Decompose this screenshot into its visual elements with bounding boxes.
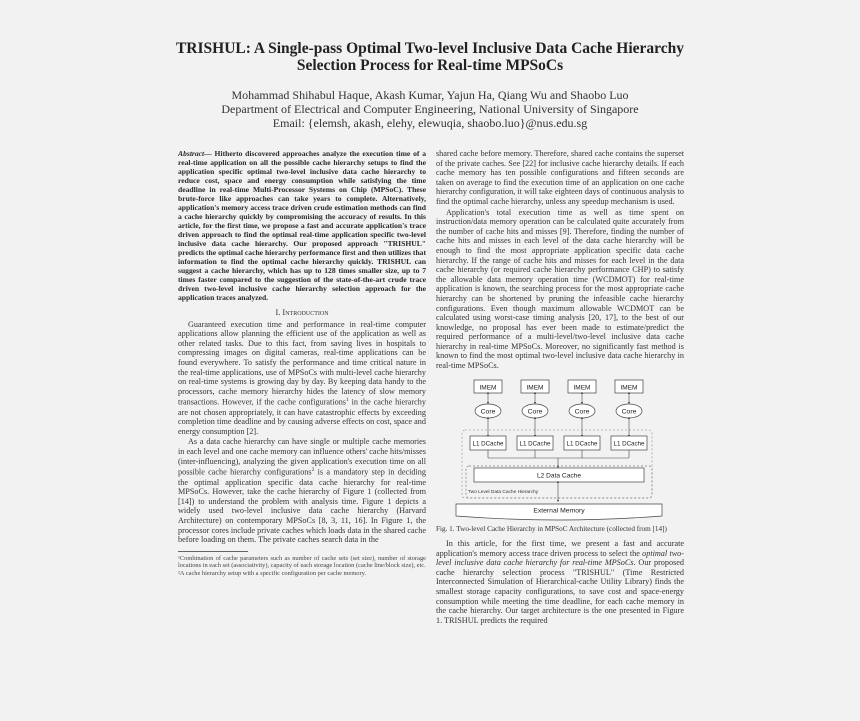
abstract-body: Hitherto discovered approaches analyze the execution time of a real-time application on all the possible cache hierarchy setups to find the application specific optimal two-level inclusive data cache hierarchy to reduce cost, space and energy consumption while satisfying the time deadline in real-time Multi-Processor Systems on Chip (MPSoC). These brute-force like approaches can take years to complete. Alternatively, application's memory access trace driven crude estimation methods can find a cache hierarchy quickly by compromising the accuracy of results. In this article, for the first time, we propose a fast and accurate application's trace driven approach to find the optimal real-time application specific two-level inclusive data cache hierarchy. Our proposed approach "TRISHUL" predicts the optimal cache hierarchy performance first and then utilizes that information to find the optimal cache hierarchy quickly. TRISHUL can suggest a cache hierarchy, which has up to 128 times smaller size, up to 7 times faster compared to the suggestion of the state-of-the-art crude trace driven two-level inclusive cache hierarchy selection approach for the application traces analyzed.	[178, 149, 426, 302]
external-memory	[456, 504, 662, 520]
affiliation: Department of Electrical and Computer Engineering, National University of Singapore	[221, 102, 639, 116]
intro-paragraph-1	[178, 320, 426, 437]
imem-label-3: IMEM	[573, 384, 591, 392]
core-row	[475, 404, 642, 418]
footnote-ref-1: 1	[345, 397, 349, 404]
imem-row	[474, 380, 643, 393]
l1-cache-4	[611, 436, 647, 450]
title-line-2: Selection Process for Real-time MPSoCs	[296, 57, 564, 74]
l1-label-1: L1 DCache	[472, 440, 504, 448]
right-paragraph-1: shared cache before memory. Therefore, shared cache contains the superset of the private caches. See [22] for inclusive cache hierarchy details. If each cache memory has ten possible configurations and fifteen seconds are taken on average to find the execution time of an application on one cache hierarchy configuration, it will take eighteen days of continuous analysis to find the optimal cache hierarchy, unless any speedup mechanism is used.	[436, 149, 684, 206]
title-line-1: TRISHUL: A Single-pass Optimal Two-level Inclusive Data Cache Hierarchy	[175, 40, 685, 57]
core-label-3: Core	[574, 408, 590, 416]
intro-p1-text: Guaranteed execution time and performance in real-time computer applications allow planning the efficient use of the application as well as other related tasks. Due to this fact, from saving lives in hospitals to compressing images on digital cameras, real-time applications can be found everywhere. To satisfy the performance and time critical nature in the real-time applications, use of MPSoCs with multi-level cache hierarchy on real-time systems is growing day by day. By keeping data handy to the processors, cache memory hierarchy hides the latency of slow memory transactions. However, if the cache configurations	[178, 319, 426, 408]
l1-cache-3	[564, 436, 600, 450]
core-label-1: Core	[480, 408, 496, 416]
imem-block-3	[568, 380, 596, 393]
imem-label-4: IMEM	[620, 384, 638, 392]
right-paragraph-3	[436, 539, 684, 625]
footnote-ref-2: 2	[311, 467, 315, 474]
l1-row	[470, 436, 647, 450]
paper-header	[0, 40, 860, 130]
section-heading-introduction: I. Introduction	[275, 308, 329, 317]
core-1	[475, 404, 501, 418]
abstract	[178, 149, 426, 302]
core-label-2: Core	[527, 408, 543, 416]
abstract-lead: Abstract—	[178, 149, 212, 158]
authors: Mohammad Shihabul Haque, Akash Kumar, Yajun Ha, Qiang Wu and Shaobo Luo	[231, 88, 629, 102]
right-p3-text-b: . Our proposed cache hierarchy selection process "TRISHUL" (Time Restricted Interconnected Simulation of Hierarchical-cache Utility Library) finds the smallest storage capacity configurations, to save cost and space-energy consumption while meeting the time deadline, for each cache memory in the cache hierarchy. Our target architecture is the one presented in Figure 1. TRISHUL predicts the required	[436, 558, 684, 625]
l1-label-4: L1 DCache	[613, 440, 645, 448]
email: Email: {elemsh, akash, elehy, elewuqia, shaobo.luo}@nus.edu.sg	[272, 116, 588, 130]
l2-label: L2 Data Cache	[537, 472, 581, 480]
right-paragraph-2: Application's total execution time as well as time spent on instruction/data memory operation can be calculated quite accurately from the number of cache hits and misses [9]. Therefore, finding the number of cache hits and misses in each level of the data cache hierarchy will be enough to find the most appropriate application specific data cache hierarchy. If the range of cache hits and misses for each level in the data cache hierarchy (or required cache hierarchy performance CHP) to satisfy the allowable data memory operation time (WCDMOT) for real-time application is known, the searching process for the most appropriate cache hierarchy can be shortened by pruning the infeasible cache hierarchy configurations. Even though maximum allowable WCDMOT can be calculated using worst-case timing analysis [20, 17], to the best of our knowledge, no proposal has ever been made to estimate/predict the required performance of a multi-level/two-level inclusive data cache hierarchy in real-time MPSoCs. Moreover, no significantly fast method is known to find the most optimal two-level inclusive data cache hierarchy in real-time MPSoCs.	[436, 207, 684, 371]
footnote-divider	[178, 551, 248, 552]
intro-p2-text-b: is a mandatory step in deciding the optimal application specific data cache hierarchy for real-time MPSoCs. However, take the cache hierarchy of Figure 1 (collected from [14]) to understand the problem with analysis time. Figure 1 depicts a widely used two-level inclusive data cache hierarchy (Harvard Architecture) on contemporary MPSoCs [8, 3, 11, 16]. In Figure 1, the processor cores include private caches which loads data in the shared cache before loading on them. The private caches search data in the	[178, 467, 426, 545]
right-column	[436, 149, 684, 626]
intro-p1-text-b: in the cache hierarchy are not chosen appropriately, it can have catastrophic effects by exceeding completion time deadline and by causing adverse effects on cost, space and energy consumption [2].	[178, 398, 426, 436]
paper-title	[170, 40, 690, 74]
l1-label-3: L1 DCache	[566, 440, 598, 448]
footnote-2: ²A cache hierarchy setup with a specific configuration per cache memory.	[178, 569, 366, 577]
external-memory-label: External Memory	[533, 507, 585, 515]
l1-cache-2	[517, 436, 553, 450]
footnote-1: ¹Combination of cache parameters such as number of cache sets (set size), number of storage locations in each set (associativity), capacity of each storage location (cache line/block size), etc.	[178, 554, 426, 570]
core-2	[522, 404, 548, 418]
l1-label-2: L1 DCache	[519, 440, 551, 448]
intro-p2-text: As a data cache hierarchy can have single or multiple cache memories in each level and one cache memory can influence others' cache hits/misses (inter-influencing), analyzing the given application's execution time on all possible cache hierarchy configurations	[178, 437, 426, 477]
intro-paragraph-2	[178, 437, 426, 544]
imem-label-2: IMEM	[526, 384, 544, 392]
two-level-label: Two Level Data Cache Hierarchy	[468, 489, 539, 495]
imem-block-4	[615, 380, 643, 393]
core-label-4: Core	[621, 408, 637, 416]
right-p3-text-a: In this article, for the first time, we present a fast and accurate application's memory access trace driven process to select the	[436, 539, 684, 558]
figure-1	[436, 378, 684, 523]
l1-cache-1	[470, 436, 506, 450]
imem-block-1	[474, 380, 502, 393]
core-3	[569, 404, 595, 418]
imem-label-1: IMEM	[479, 384, 497, 392]
right-p3-emphasis: optimal two-level inclusive data cache hierarchy for real-time MPSoCs	[436, 548, 684, 568]
figure-1-caption: Fig. 1. Two-level Cache Hierarchy in MPSoC Architecture (collected from [14])	[436, 524, 667, 533]
imem-block-2	[521, 380, 549, 393]
cache-hierarchy-diagram	[436, 378, 684, 523]
l2-cache	[474, 468, 644, 482]
left-column	[178, 149, 426, 577]
core-4	[616, 404, 642, 418]
